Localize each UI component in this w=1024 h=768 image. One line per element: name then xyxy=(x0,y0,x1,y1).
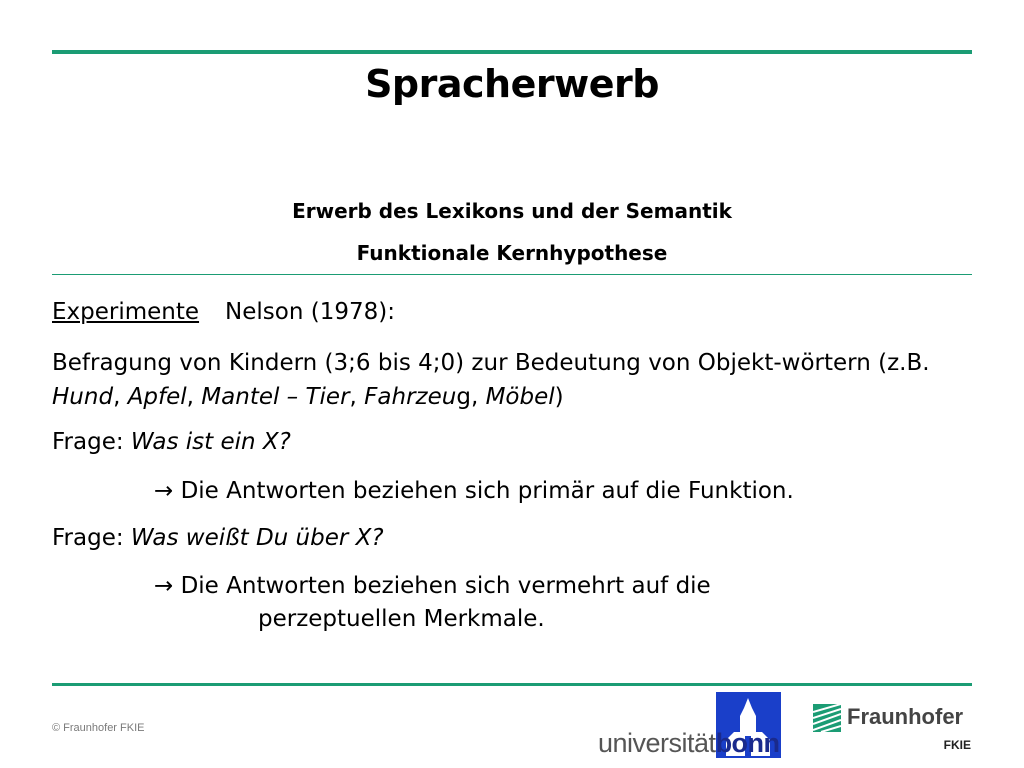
question-2-line xyxy=(52,525,384,551)
example-close: ) xyxy=(554,384,564,410)
fraunhofer-sub: FKIE xyxy=(943,738,971,752)
top-divider xyxy=(52,50,972,54)
fraunhofer-icon xyxy=(813,704,841,732)
question-1-label: Frage: xyxy=(52,429,131,455)
befragung-paragraph xyxy=(52,346,972,414)
example-sep-4: , xyxy=(470,384,486,410)
example-moebel: Möbel xyxy=(485,384,555,410)
experiments-reference: Nelson (1978): xyxy=(225,299,395,325)
example-apfel: Apfel xyxy=(127,384,187,410)
uni-wordmark-light: universität xyxy=(598,728,716,758)
example-hund: Hund xyxy=(52,384,114,410)
slide-subtitle-2: Funktionale Kernhypothese xyxy=(356,241,668,265)
example-sep-1: , xyxy=(113,384,128,410)
slide-title: Spracherwerb xyxy=(365,62,659,106)
example-mantel-tier: Mantel – Tier xyxy=(201,384,350,410)
question-2-label: Frage: xyxy=(52,525,131,551)
experiments-label: Experimente xyxy=(52,299,200,325)
footer-divider xyxy=(52,683,972,686)
answer-1: → Die Antworten beziehen sich primär auf die Funktion. xyxy=(154,478,794,504)
copyright-text: © Fraunhofer FKIE xyxy=(52,722,145,734)
uni-bonn-wordmark xyxy=(598,728,780,759)
question-1: Was ist ein X? xyxy=(130,429,291,455)
header-divider xyxy=(52,274,972,275)
uni-wordmark-bold: bonn xyxy=(715,728,780,758)
example-sep-2: , xyxy=(186,384,202,410)
example-fahrzeug-end: g xyxy=(456,384,471,410)
slide-subtitle-1: Erwerb des Lexikons und der Semantik xyxy=(292,199,732,223)
question-1-line xyxy=(52,429,291,455)
experiments-line xyxy=(52,299,395,325)
fraunhofer-name: Fraunhofer xyxy=(847,704,964,729)
answer-2-line-1: → Die Antworten beziehen sich vermehrt auf die xyxy=(154,573,711,599)
example-fahrzeug: Fahrzeu xyxy=(364,384,457,410)
question-2: Was weißt Du über X? xyxy=(130,525,384,551)
befragung-text: Befragung von Kindern (3;6 bis 4;0) zur Bedeutung von Objekt-wörtern (z.B. xyxy=(52,350,930,376)
answer-2-line-2: perzeptuellen Merkmale. xyxy=(258,606,545,632)
uni-bonn-logo xyxy=(598,692,788,762)
example-sep-3: , xyxy=(349,384,365,410)
fraunhofer-logo xyxy=(813,704,973,754)
